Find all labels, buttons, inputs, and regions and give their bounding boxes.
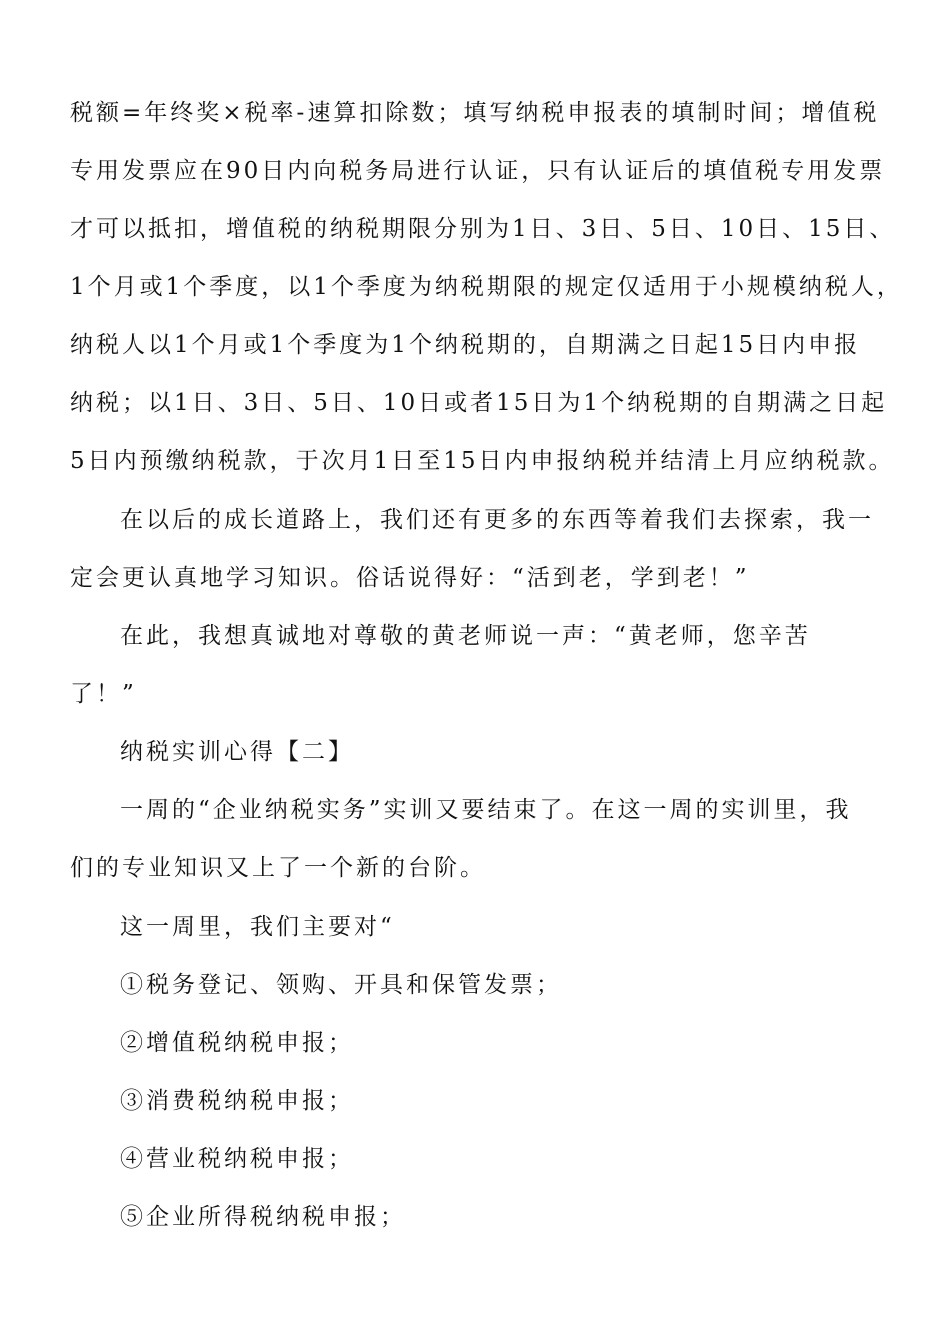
text-line: 1个月或1个季度，以1个季度为纳税期限的规定仅适用于小规模纳税人， bbox=[70, 274, 903, 300]
paragraph-start-line: 在以后的成长道路上，我们还有更多的东西等着我们去探索，我一 bbox=[120, 507, 874, 533]
text-line: 才可以抵扣，增值税的纳税期限分别为1日、3日、5日、10日、15日、 bbox=[70, 216, 896, 242]
text-line: 专用发票应在90日内向税务局进行认证，只有认证后的填值税专用发票 bbox=[70, 158, 886, 184]
section-heading: 纳税实训心得【二】 bbox=[120, 739, 354, 765]
list-item: ①税务登记、领购、开具和保管发票； bbox=[120, 972, 562, 998]
list-item: ③消费税纳税申报； bbox=[120, 1088, 354, 1114]
paragraph-start-line: 这一周里，我们主要对“ bbox=[120, 914, 395, 940]
text-line: 税额=年终奖×税率-速算扣除数；填写纳税申报表的填制时间；增值税 bbox=[70, 100, 880, 126]
list-item: ⑤企业所得税纳税申报； bbox=[120, 1204, 406, 1230]
list-item: ②增值税纳税申报； bbox=[120, 1030, 354, 1056]
text-line: 纳税；以1日、3日、5日、10日或者15日为1个纳税期的自期满之日起 bbox=[70, 390, 888, 416]
text-line: 了！” bbox=[70, 681, 137, 707]
paragraph-start-line: 在此，我想真诚地对尊敬的黄老师说一声：“黄老师，您辛苦 bbox=[120, 623, 811, 649]
list-item: ④营业税纳税申报； bbox=[120, 1146, 354, 1172]
paragraph-start-line: 一周的“企业纳税实务”实训又要结束了。在这一周的实训里，我 bbox=[120, 797, 852, 823]
text-line: 定会更认真地学习知识。俗话说得好：“活到老，学到老！” bbox=[70, 565, 750, 591]
text-line: 5日内预缴纳税款，于次月1日至15日内申报纳税并结清上月应纳税款。 bbox=[70, 448, 895, 474]
text-line: 纳税人以1个月或1个季度为1个纳税期的，自期满之日起15日内申报 bbox=[70, 332, 861, 358]
text-line: 们的专业知识又上了一个新的台阶。 bbox=[70, 855, 486, 881]
